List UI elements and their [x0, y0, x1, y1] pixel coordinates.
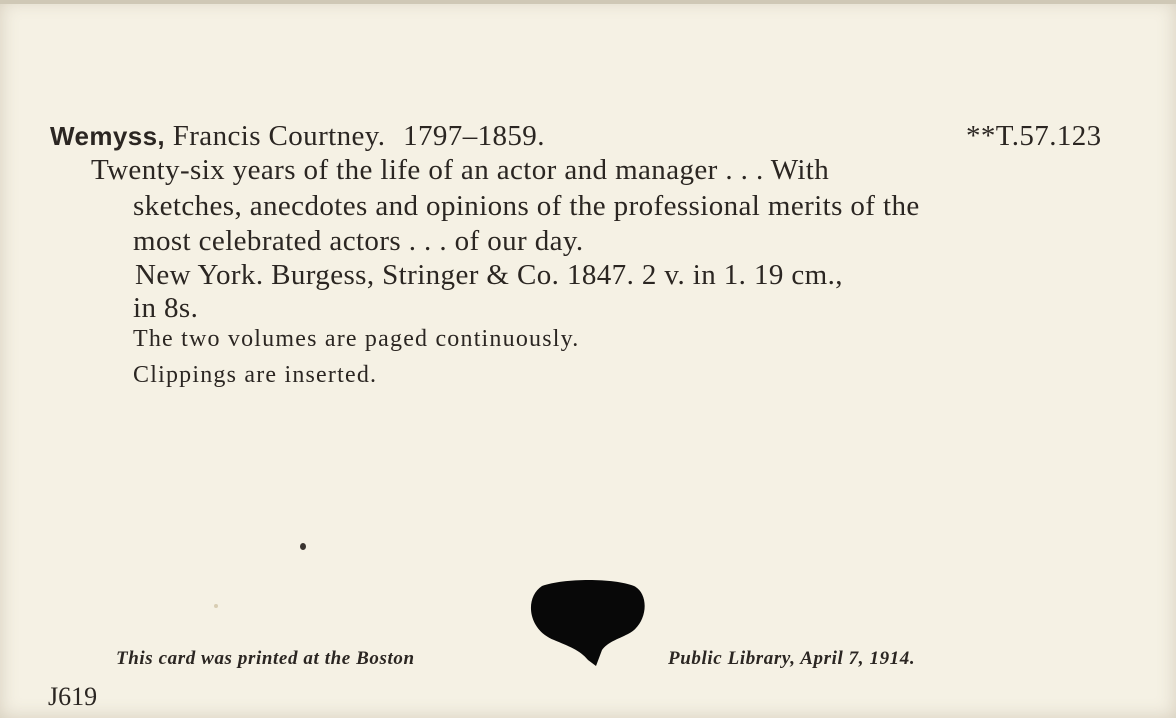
note-clippings: Clippings are inserted.: [133, 362, 378, 388]
ink-speck: [300, 543, 306, 550]
author-surname: Wemyss,: [50, 121, 166, 151]
title-line-1: Twenty-six years of the life of an actor and manager . . . With: [91, 154, 830, 186]
card-number: J619: [48, 682, 98, 711]
footer-printer-note-left: This card was printed at the Boston: [116, 648, 415, 669]
ink-speck: [214, 604, 218, 608]
author-forenames: Francis Courtney.: [172, 120, 386, 152]
heading-line: [50, 120, 545, 153]
author-dates: 1797–1859.: [403, 120, 545, 152]
title-line-3: most celebrated actors . . . of our day.: [133, 225, 584, 257]
call-number: **T.57.123: [966, 120, 1102, 152]
punch-hole: [524, 580, 648, 673]
footer-printer-note-right: Public Library, April 7, 1914.: [668, 648, 916, 669]
imprint-line-2: in 8s.: [133, 292, 199, 324]
imprint-line-1: New York. Burgess, Stringer & Co. 1847. 2 v. in 1. 19 cm.,: [135, 259, 843, 291]
note-paging: The two volumes are paged continuously.: [133, 326, 580, 352]
card-top-edge: [0, 0, 1176, 4]
title-line-2: sketches, anecdotes and opinions of the professional merits of the: [133, 190, 920, 222]
